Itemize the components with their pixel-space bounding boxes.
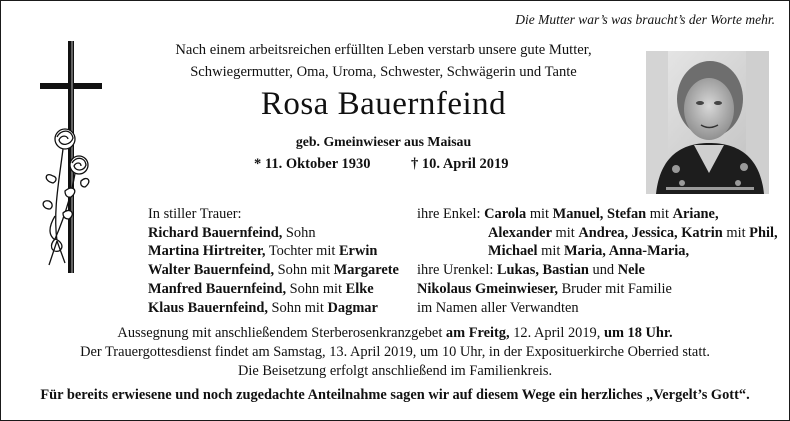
grandchildren-label: ihre Enkel: <box>417 206 485 222</box>
list-item <box>148 261 399 280</box>
mourner-partner: Erwin <box>338 243 378 260</box>
mourner-partner: Elke <box>345 280 374 297</box>
mourner-relation: Sohn mit <box>286 280 346 297</box>
list-item <box>417 261 778 280</box>
service-info <box>1 324 789 380</box>
list-item <box>417 242 778 261</box>
list-item <box>148 205 399 224</box>
mourner-relation: Sohn mit <box>274 262 334 279</box>
deceased-name: Rosa Bauernfeind <box>260 86 507 122</box>
list-item <box>148 242 399 261</box>
brother-name: Nikolaus Gmeinwieser, <box>417 280 558 297</box>
great-grandchildren-label: ihre Urenkel: <box>417 262 497 279</box>
mourner-relation: Sohn mit <box>267 299 328 316</box>
mourner-name: Richard Bauernfeind, <box>148 224 283 241</box>
grandchild-partner: Andrea, Jessica, Katrin <box>578 224 723 241</box>
list-item <box>148 299 399 318</box>
mourner-partner: Dagmar <box>327 299 378 316</box>
connector-text: mit <box>551 224 579 241</box>
list-item <box>417 224 778 243</box>
grandchild-partner: Manuel, Stefan <box>552 206 647 222</box>
connector-text: mit <box>646 206 673 222</box>
list-item <box>148 224 399 243</box>
maiden-name: geb. Gmeinwieser aus Maisau <box>295 134 472 149</box>
mourner-name: Walter Bauernfeind, <box>148 262 275 279</box>
list-item <box>148 280 399 299</box>
service-date: 12. April 2019, <box>509 325 604 341</box>
intro-text <box>156 39 611 83</box>
grandchild-partner: Phil, <box>749 224 778 241</box>
all-relatives-text: im Namen aller Verwandten <box>417 299 579 316</box>
brother-relation: Bruder mit Familie <box>557 280 672 297</box>
service-time: um 18 Uhr. <box>603 325 673 341</box>
cross-with-roses-icon <box>35 41 105 273</box>
service-line: Der Trauergottesdienst findet am Samstag, 13. April 2019, um 10 Uhr, in der Exposituerkirche Oberried statt. <box>80 343 710 360</box>
motto-quote: Die Mutter war’s was braucht’s der Worte mehr. <box>515 12 775 27</box>
service-text: Aussegnung mit anschließendem Sterberosenkranzgebet <box>117 325 446 341</box>
portrait-photo <box>646 51 769 194</box>
list-item <box>417 280 778 299</box>
great-grandchild-name: Nele <box>617 262 645 279</box>
grandchild-partner: Ariane, <box>672 206 719 222</box>
connector-text: mit <box>526 206 553 222</box>
intro-line: Nach einem arbeitsreichen erfüllten Leben verstarb unsere gute Mutter, <box>175 42 592 58</box>
mourner-relation: Sohn <box>282 224 316 241</box>
connector-text: mit <box>537 243 564 260</box>
mourners-right <box>417 205 778 317</box>
service-day: am Freitg, <box>445 325 510 341</box>
great-grandchild-names: Lukas, Bastian <box>496 262 589 279</box>
mourner-name: Martina Hirtreiter, <box>148 243 266 260</box>
service-line: Die Beisetzung erfolgt anschließend im Familienkreis. <box>237 362 553 379</box>
list-item <box>417 299 778 318</box>
mourner-name: Klaus Bauernfeind, <box>148 299 268 316</box>
service-line <box>1 324 789 343</box>
birth-date: * 11. Oktober 1930 <box>254 156 371 172</box>
mourners-left <box>148 205 399 317</box>
mourner-relation: Tochter mit <box>265 243 339 260</box>
connector-text: und <box>588 262 618 279</box>
mourner-partner: Margarete <box>333 262 399 279</box>
grandchild-name: Carola <box>484 206 527 222</box>
connector-text: mit <box>722 224 750 241</box>
grandchild-partner: Maria, Anna-Maria, <box>563 243 690 260</box>
grandchild-name: Michael <box>488 243 538 260</box>
list-item <box>417 205 778 224</box>
thanks-text: Für bereits erwiesene und noch zugedachte Anteilnahme sagen wir auf diesem Wege ein herzliches „Vergelt’s Gott“. <box>40 387 750 403</box>
mourners-heading: In stiller Trauer: <box>148 206 242 222</box>
grandchild-name: Alexander <box>488 224 552 241</box>
intro-line: Schwiegermutter, Oma, Uroma, Schwester, Schwägerin und Tante <box>190 64 577 80</box>
mourner-name: Manfred Bauernfeind, <box>148 280 287 297</box>
death-date: † 10. April 2019 <box>411 156 509 172</box>
